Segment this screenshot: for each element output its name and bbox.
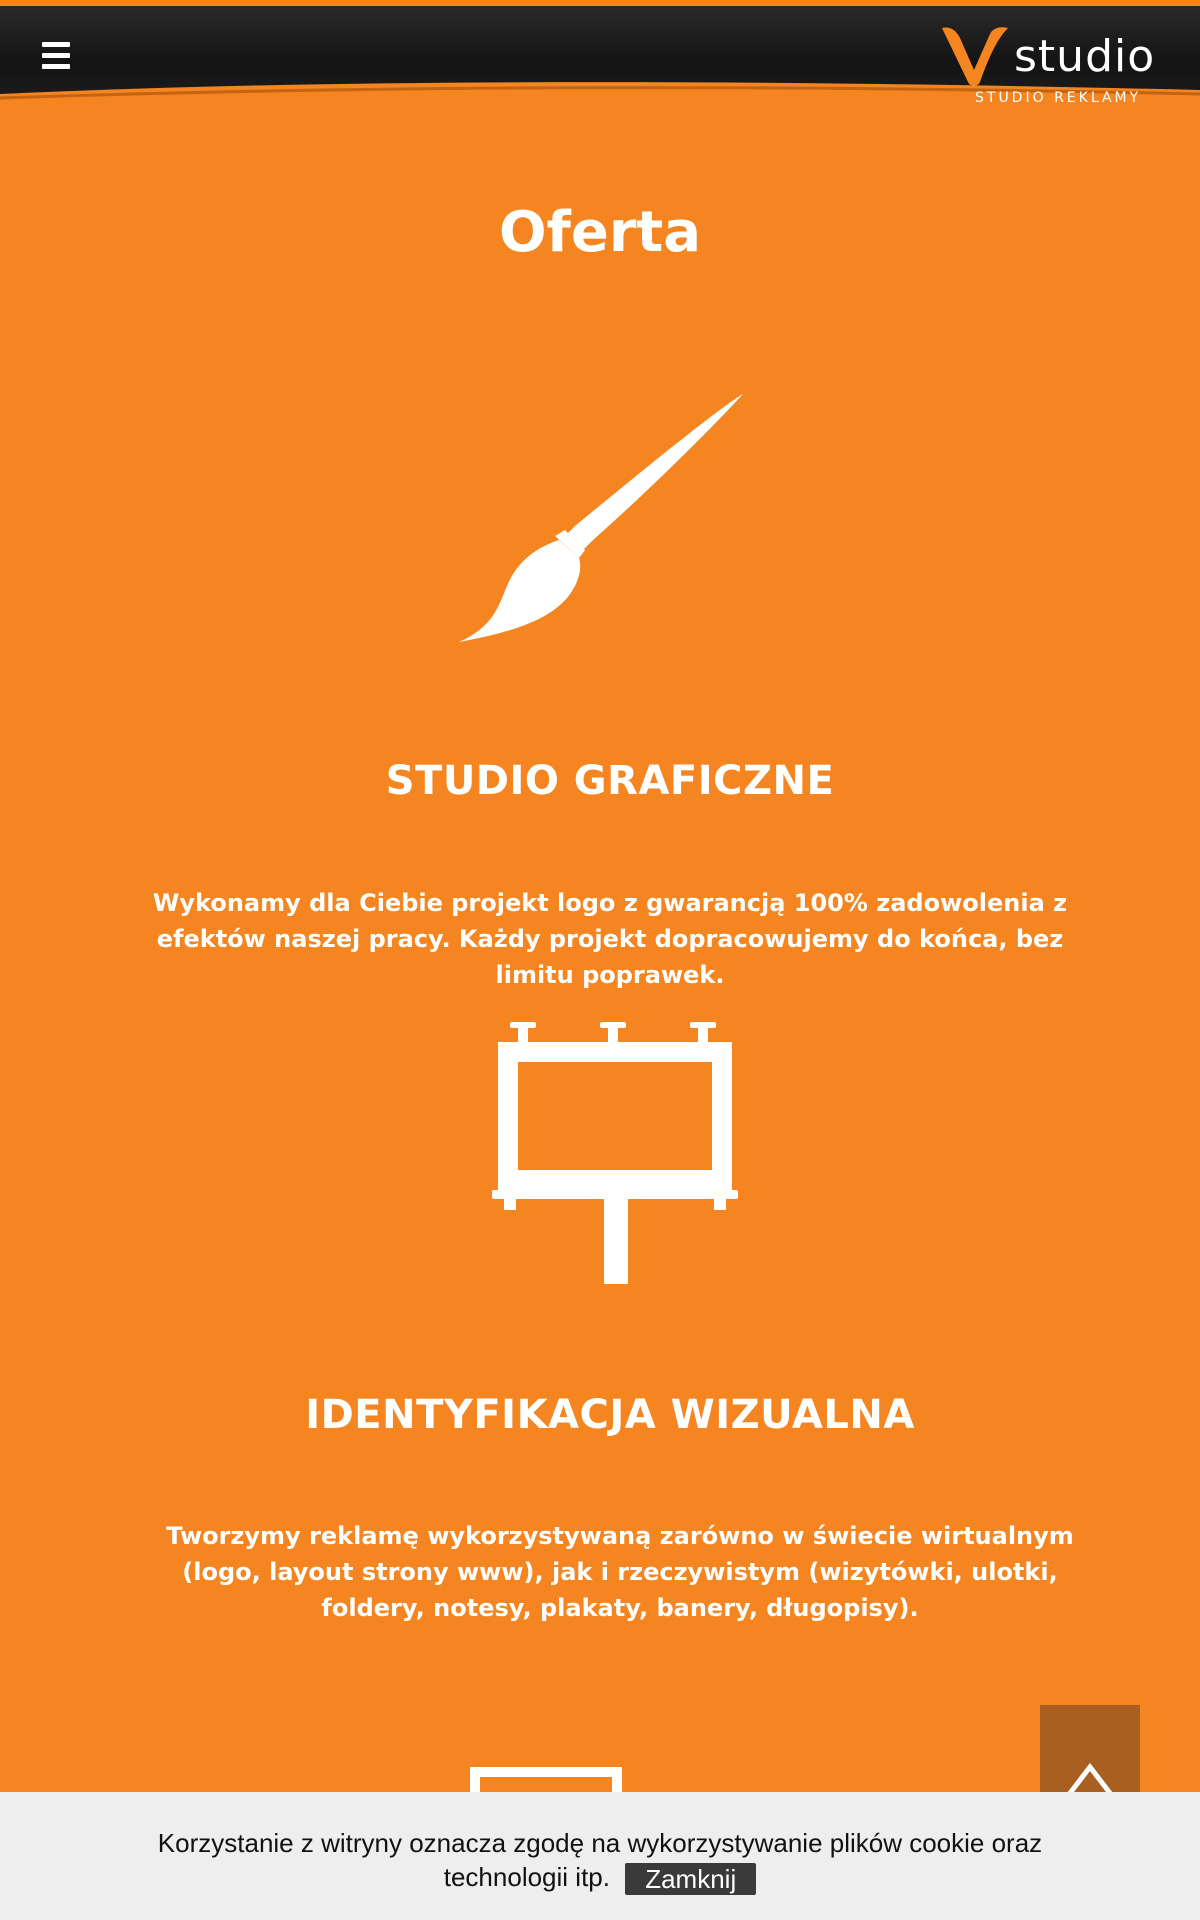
section-title-studio-graficzne: STUDIO GRAFICZNE [385, 758, 835, 804]
hamburger-menu-icon[interactable] [42, 42, 70, 76]
site-logo[interactable] [940, 18, 1170, 104]
cookie-close-button[interactable]: Zamknij [625, 1863, 756, 1895]
logo-v-mark [940, 24, 1010, 90]
page-title: Oferta [498, 200, 702, 265]
cookie-text: Korzystanie z witryny oznacza zgodę na wykorzystywanie plików cookie oraz technologii itp. [157, 1828, 1043, 1892]
cookie-message [100, 1826, 1100, 1895]
site-header [0, 6, 1200, 106]
logo-subtitle: STUDIO REKLAMY [975, 90, 1142, 106]
cookie-consent-bar [0, 1792, 1200, 1920]
section-description-identyfikacja-wizualna: Tworzymy reklamę wykorzystywaną zarówno w świecie wirtualnym (logo, layout strony www), jak i rzeczywistym (wizytówki, ulotki, foldery, notesy, plakaty, banery, długopisy). [166, 1522, 1074, 1622]
paintbrush-icon [455, 390, 745, 650]
section-title-identyfikacja-wizualna: IDENTYFIKACJA WIZUALNA [305, 1392, 915, 1438]
section-description-studio-graficzne: Wykonamy dla Ciebie projekt logo z gwarancją 100% zadowolenia z efektów naszej pracy. Każdy projekt dopracowujemy do końca, bez limitu poprawek. [152, 889, 1068, 989]
logo-text: studio [1014, 31, 1156, 82]
billboard-icon [490, 1020, 740, 1285]
